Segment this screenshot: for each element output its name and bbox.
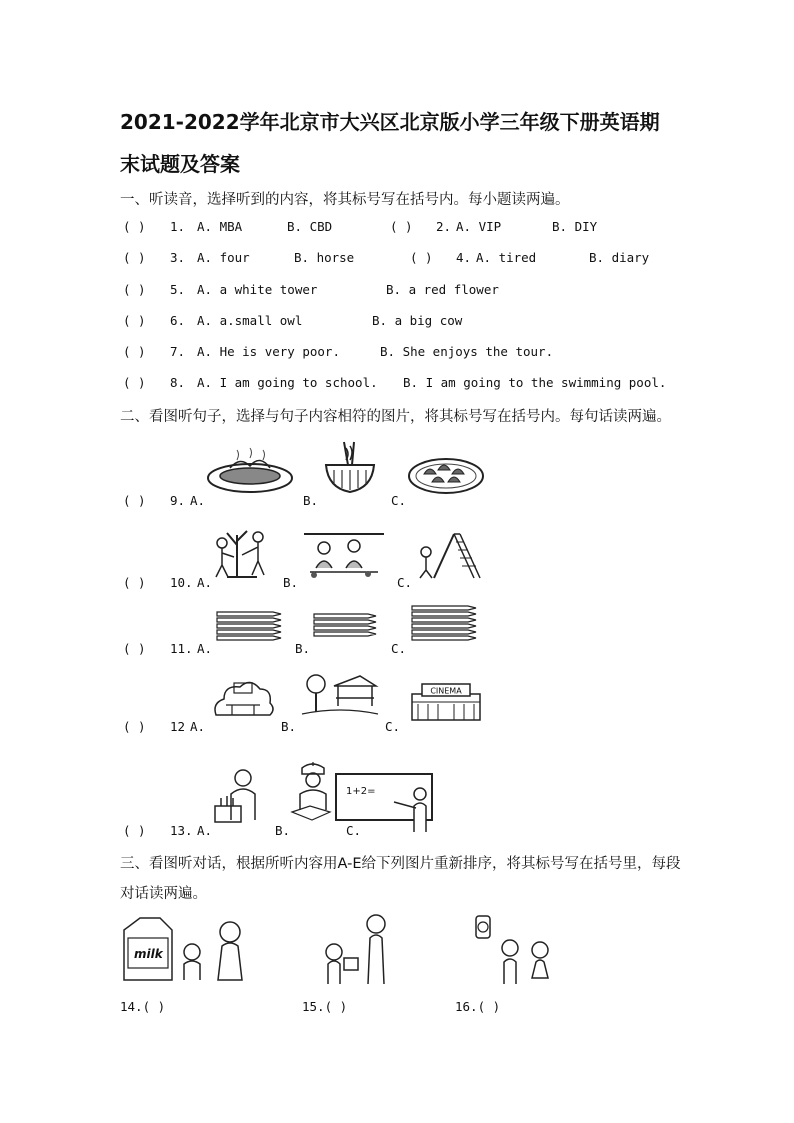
q5-number: 5. [170,282,186,297]
q16-answer-blank[interactable]: 16.( ) [455,999,501,1014]
q3-number: 3. [170,250,186,265]
q11-number: 11. [170,641,193,656]
q13-number: 13. [170,823,193,838]
q10-option-b: B. [283,575,299,590]
q3-option-a: A. four [197,250,250,265]
q13-option-a: A. [197,823,213,838]
plate-of-noodles-image[interactable] [205,446,295,496]
boy-giving-gift-image[interactable] [322,912,402,986]
bowl-of-noodles-image[interactable] [320,440,380,500]
five-pencils-image[interactable] [215,608,283,642]
q11-option-a: A. [197,641,213,656]
section3-heading-line2: 对话读两遍。 [120,886,207,902]
q7-number: 7. [170,344,186,359]
q10-option-c: C. [397,575,413,590]
q4-option-b: B. diary [589,250,650,265]
q2-number: 2. [436,219,452,234]
q12-number: 12 [170,719,186,734]
q9-option-c: C. [391,493,407,508]
q9-option-b: B. [303,493,319,508]
q7-answer-blank[interactable]: ( ) [123,344,146,359]
q13-option-b: B. [275,823,291,838]
cinema-building-image[interactable] [408,680,484,722]
q1-answer-blank[interactable]: ( ) [123,219,146,234]
q6-answer-blank[interactable]: ( ) [123,313,146,328]
q2-option-b: B. DIY [552,219,598,234]
milk-label: milk [134,947,163,961]
q12-option-a: A. [190,719,206,734]
q3-option-b: B. horse [294,250,355,265]
q7-option-b: B. She enjoys the tour. [380,344,554,359]
q9-answer-blank[interactable]: ( ) [123,493,146,508]
q1-option-a: A. MBA [197,219,243,234]
q8-answer-blank[interactable]: ( ) [123,375,146,390]
picnic-image[interactable] [302,528,386,580]
four-pencils-image[interactable] [312,610,378,640]
section1-heading: 一、听读音，选择听到的内容，将其标号写在括号内。每小题读两遍。 [120,192,570,208]
q4-option-a: A. tired [476,250,537,265]
q3-answer-blank[interactable]: ( ) [123,250,146,265]
q13-option-c: C. [346,823,362,838]
q2-answer-blank[interactable]: ( ) [390,219,413,234]
children-with-clock-image[interactable] [470,912,556,986]
cinema-sign: CINEMA [430,686,462,696]
q5-option-a: A. a white tower [197,282,318,297]
q4-answer-blank[interactable]: ( ) [410,250,433,265]
six-pencils-image[interactable] [410,604,478,644]
q8-number: 8. [170,375,186,390]
q11-option-c: C. [391,641,407,656]
q12-answer-blank[interactable]: ( ) [123,719,146,734]
section3-heading-line1: 三、看图听对话，根据所听内容用A-E给下列图片重新排序，将其标号写在括号里，每段 [120,856,681,872]
q1-number: 1. [170,219,186,234]
q14-answer-blank[interactable]: 14.( ) [120,999,166,1014]
q7-option-a: A. He is very poor. [197,344,340,359]
q8-option-b: B. I am going to the swimming pool. [403,375,667,390]
blackboard-text: 1+2= [346,786,376,797]
page-title-line2: 末试题及答案 [120,152,240,176]
doctor-image[interactable] [290,760,336,822]
q13-answer-blank[interactable]: ( ) [123,823,146,838]
q6-number: 6. [170,313,186,328]
q11-option-b: B. [295,641,311,656]
plate-of-dumplings-image[interactable] [406,452,486,496]
planting-trees-image[interactable] [212,525,272,580]
q9-number: 9. [170,493,186,508]
page-title-line1: 2021-2022学年北京市大兴区北京版小学三年级下册英语期 [120,110,660,134]
q12-option-b: B. [281,719,297,734]
milk-shop-dialogue-image[interactable] [120,914,260,984]
q15-answer-blank[interactable]: 15.( ) [302,999,348,1014]
q12-option-c: C. [385,719,401,734]
section2-heading: 二、看图听句子，选择与句子内容相符的图片，将其标号写在括号内。每句话读两遍。 [120,409,671,425]
park-image[interactable] [300,672,380,718]
q10-answer-blank[interactable]: ( ) [123,575,146,590]
q10-option-a: A. [197,575,213,590]
q10-number: 10. [170,575,193,590]
zoo-building-image[interactable] [212,675,274,719]
q1-option-b: B. CBD [287,219,333,234]
q6-option-a: A. a.small owl [197,313,303,328]
q2-option-a: A. VIP [456,219,502,234]
q4-number: 4. [456,250,472,265]
q11-answer-blank[interactable]: ( ) [123,641,146,656]
q5-option-b: B. a red flower [386,282,499,297]
q8-option-a: A. I am going to school. [197,375,378,390]
q9-option-a: A. [190,493,206,508]
scientist-image[interactable] [213,766,269,824]
q5-answer-blank[interactable]: ( ) [123,282,146,297]
q6-option-b: B. a big cow [372,313,463,328]
playground-slide-image[interactable] [414,530,482,580]
